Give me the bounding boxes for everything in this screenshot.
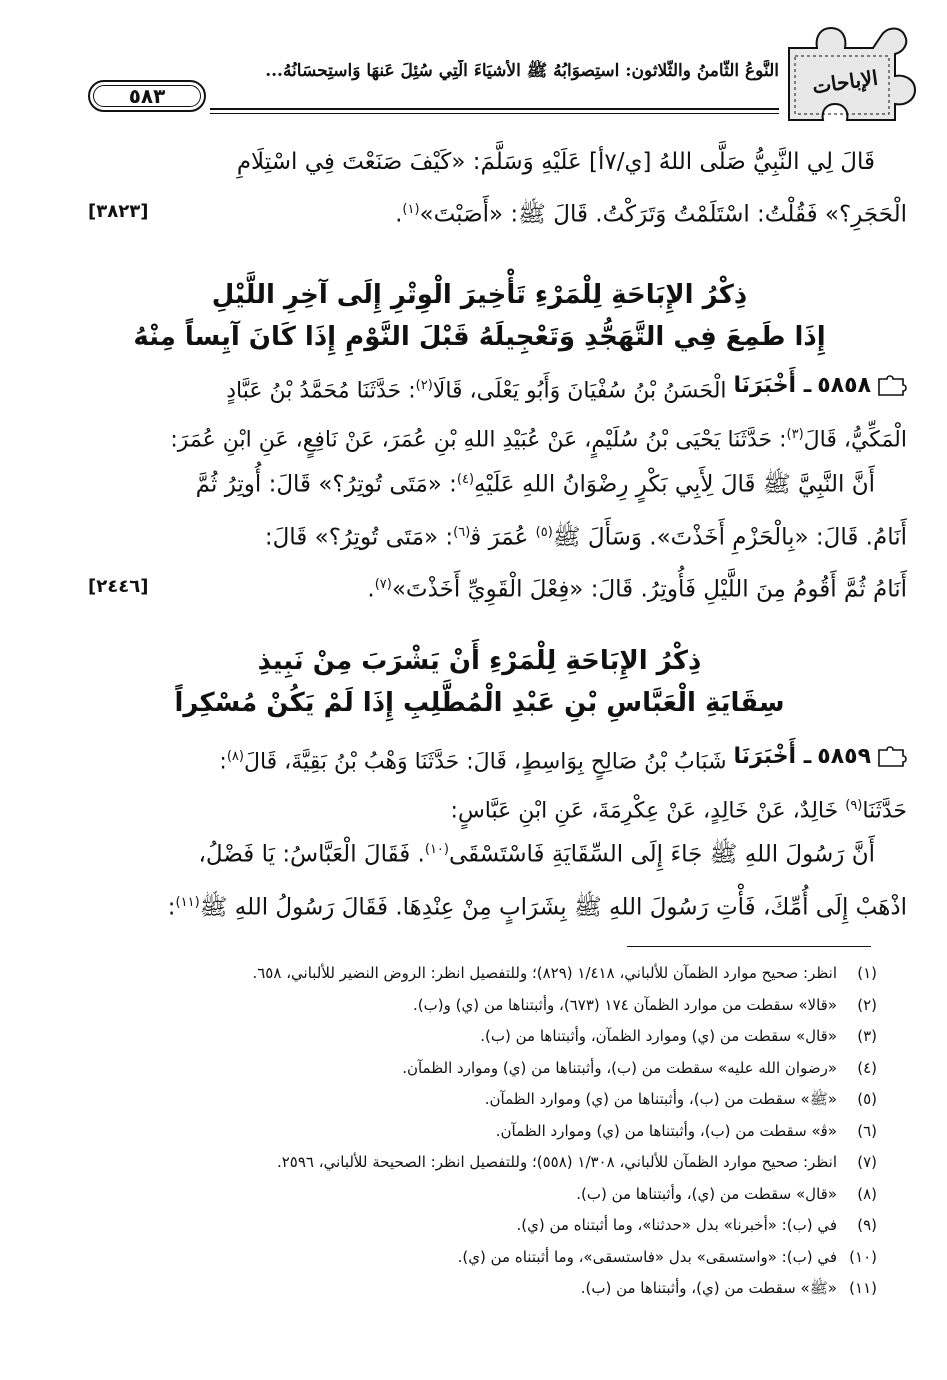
badge-label: الإباحات <box>810 65 880 99</box>
text-segment: : حَدَّثَنَا مُحَمَّدُ بْنُ عَبَّادٍ <box>226 378 416 404</box>
footnote-item <box>110 1242 877 1274</box>
matn-line <box>88 509 907 562</box>
text-segment: . <box>367 576 375 603</box>
header-rule-thin <box>210 113 779 114</box>
hadith-isnad <box>88 735 907 834</box>
running-title: النَّوعُ الثَّامنُ والثَّلاثون: استِصوَابُهُ ﷺ الأَشيَاءَ الَّتِي سُئِلَ عَنهَا وَاستِحسَانُهُ... <box>265 61 779 81</box>
footnote-marker[interactable]: (٨) <box>226 749 244 764</box>
footnote-text: «ﷺ» سقطت من (ب)، وأثبتناها من (ي) وموارد الظمآن. <box>484 1090 837 1108</box>
page-number-value: ٥٨٣ <box>128 84 166 108</box>
hadith-number-label <box>734 735 907 779</box>
footnotes-list <box>110 958 877 1305</box>
hadith-isnad <box>88 364 907 463</box>
footnote-item <box>110 1116 877 1148</box>
text-segment: . <box>395 201 403 228</box>
text-segment: : حَدَّثَنَا يَحْيَى بْنُ سُلَيْمٍ، عَنْ عُبَيْدِ اللهِ بْنِ عُمَرَ، عَنْ نَافِعٍ، عَنِ ابْنِ عُمَرَ: <box>170 427 787 453</box>
text-segment: الْحَسَنُ بْنُ سُفْيَانَ وَأَبُو يَعْلَى، قَالَا <box>432 378 727 404</box>
footnote-text: «ﭬ» سقطت من (ب)، وأثبتناها من (ي) وموارد الظمآن. <box>495 1121 837 1140</box>
text-line <box>88 186 907 239</box>
footnote-marker[interactable]: (٥) <box>535 524 553 540</box>
footnote-item <box>110 1147 877 1179</box>
hadith-number: ٥٨٥٨ <box>817 373 871 399</box>
text-line <box>88 138 907 186</box>
text-segment: خَالِدٌ، عَنْ خَالِدٍ، عَنْ عِكْرِمَةَ، عَنِ ابْنِ عَبَّاسٍ: <box>450 798 846 824</box>
text-segment: عُمَرَ ﭬ <box>470 524 536 551</box>
footnote-marker[interactable]: (١) <box>402 202 420 217</box>
footnote-item <box>110 1053 877 1085</box>
footnote-number: (١١) <box>849 1279 877 1297</box>
footnote-text: انظر: صحيح موارد الظمآن للألباني، ١/٣٠٨ (٥٥٨)؛ وللتفصيل انظر: الصحيحة للألباني، ٢٥٩٦. <box>276 1153 837 1171</box>
continuation-paragraph <box>88 138 907 239</box>
akhbarana-label: ـ أَخْبَرَنَا <box>733 744 812 770</box>
hadith-reference: [٣٨٢٣] <box>88 201 149 222</box>
hadith-number-label <box>734 364 907 408</box>
footnote-number: (٤) <box>857 1058 877 1077</box>
footnote-number: (٧) <box>857 1153 877 1171</box>
isnad-line <box>88 735 907 784</box>
chapter-heading-1 <box>88 274 871 358</box>
footnote-number: (٣) <box>857 1027 877 1045</box>
footnote-text: «قال» سقطت من (ي) وموارد الظمآن، وأثبتناها من (ب). <box>480 1027 837 1045</box>
footnote-marker[interactable]: (٤) <box>456 472 475 487</box>
footnote-marker[interactable]: (٩) <box>845 798 863 814</box>
footnote-item <box>110 958 877 990</box>
footnote-separator <box>627 946 871 947</box>
heading-line: إِذَا طَمِعَ فِي التَّهَجُّدِ وَتَعْجِيلَهُ قَبْلَ النَّوْمِ إِذَا كَانَ آيِساً مِنْهُ <box>133 322 826 352</box>
footnote-marker[interactable]: (٧) <box>374 577 392 593</box>
puzzle-piece-icon <box>877 746 907 768</box>
text-segment: : <box>219 749 227 775</box>
footnote-number: (١) <box>857 964 877 982</box>
isnad-line <box>88 364 907 413</box>
text-segment: أَنَّ النَّبِيَّ ﷺ قَالَ لِأَبِي بَكْرٍ رِضْوَانُ اللهِ عَلَيْهِ <box>474 471 875 498</box>
footnote-marker[interactable]: (٢) <box>415 378 433 393</box>
chapter-heading-2 <box>88 640 871 724</box>
text-segment: حَدَّثَنَا <box>862 798 907 824</box>
matn-line <box>88 879 907 932</box>
footnote-number: (٥) <box>857 1090 877 1108</box>
page-number <box>88 80 206 112</box>
footnote-marker[interactable]: (٦) <box>453 524 471 540</box>
text-segment: . فَقَالَ الْعَبَّاسُ: يَا فَضْلُ، <box>198 841 425 868</box>
footnote-text: «قالا» سقطت من موارد الظمآن ١٧٤ (٦٧٣)، وأثبتناها من (ي) و(ب). <box>413 995 837 1014</box>
text-segment: : <box>167 894 176 921</box>
footnote-marker[interactable]: (١٠) <box>424 842 449 857</box>
footnote-text: في (ب): «واستسقى» بدل «فاستسقى»، وما أثبتناه من (ي). <box>457 1247 837 1266</box>
matn-line <box>88 561 907 614</box>
footnote-item <box>110 1179 877 1211</box>
hadith-reference: [٢٤٤٦] <box>88 576 149 598</box>
text-segment: الْحَجَرِ؟» فَقُلْتُ: اسْتَلَمْتُ وَتَرَكْتُ. قَالَ ﷺ: «أَصَبْتَ» <box>419 201 907 228</box>
text-segment: شَبَابُ بْنُ صَالِحٍ بِوَاسِطٍ، قَالَ: حَدَّثَنَا وَهْبُ بْنُ بَقِيَّةَ، قَالَ <box>243 749 727 775</box>
footnote-text: «رضوان الله عليه» سقطت من (ب)، وأثبتناها من (ي) وموارد الظمآن. <box>402 1058 837 1077</box>
text-segment: أَنَامُ. قَالَ: «بِالْحَزْمِ أَخَذْتَ». وَسَأَلَ ﷺ <box>552 524 907 551</box>
footnote-text: انظر: صحيح موارد الظمآن للألباني، ١/٤١٨ (٨٢٩)؛ وللتفصيل انظر: الروض النضير للألباني، ٦٥٨. <box>252 964 837 982</box>
heading-line: ذِكْرُ الإِبَاحَةِ لِلْمَرْءِ تَأْخِيرَ الْوِتْرِ إِلَى آخِرِ اللَّيْلِ <box>211 280 748 310</box>
text-segment: أَنَامُ ثُمَّ أَقُومُ مِنَ اللَّيْلِ فَأُوتِرُ. قَالَ: «فِعْلَ الْقَوِيِّ أَخَذْتَ» <box>391 576 907 603</box>
page-header <box>88 18 927 128</box>
hadith-matn <box>88 826 907 931</box>
text-segment: : «مَتَى تُوتِرُ؟» قَالَ: أُوتِرُ ثُمَّ <box>195 471 457 498</box>
footnote-text: في (ب): «أخبرنا» بدل «حدثنا»، وما أثبتناه من (ي). <box>516 1216 837 1234</box>
matn-line <box>88 826 907 879</box>
footnote-item <box>110 1273 877 1305</box>
footnote-number: (٨) <box>857 1184 877 1203</box>
footnote-item <box>110 1084 877 1116</box>
hadith-number: ٥٨٥٩ <box>817 744 871 770</box>
hadith-matn <box>88 456 907 614</box>
text-segment: اذْهَبْ إِلَى أُمِّكَ، فَأْتِ رَسُولَ اللهِ ﷺ بِشَرَابٍ مِنْ عِنْدِهَا. فَقَالَ رَسُولُ اللهِ ﷺ <box>199 894 907 921</box>
text-segment: الْمَكِّيُّ، قَالَ <box>803 427 907 453</box>
heading-line: ذِكْرُ الإِبَاحَةِ لِلْمَرْءِ أَنْ يَشْرَبَ مِنْ نَبِيذِ <box>257 646 702 676</box>
footnote-number: (٦) <box>857 1121 877 1140</box>
footnote-text: «ﷺ» سقطت من (ي)، وأثبتناها من (ب). <box>580 1279 837 1297</box>
akhbarana-label: ـ أَخْبَرَنَا <box>733 373 812 399</box>
matn-line <box>88 456 907 509</box>
footnote-item <box>110 1021 877 1053</box>
puzzle-piece-icon <box>877 375 907 397</box>
footnote-number: (٢) <box>857 995 877 1014</box>
section-badge <box>777 18 927 126</box>
text-segment: قَالَ لِي النَّبِيُّ صَلَّى اللهُ [ي/٧أ] عَلَيْهِ وَسَلَّمَ: «كَيْفَ صَنَعْتَ فِي اسْتِلَامِ <box>236 149 875 175</box>
heading-line: سِقَايَةِ الْعَبَّاسِ بْنِ عَبْدِ الْمُطَّلِبِ إِذَا لَمْ يَكُنْ مُسْكِراً <box>174 688 785 718</box>
footnote-item <box>110 990 877 1022</box>
footnote-marker[interactable]: (١١) <box>175 894 200 910</box>
text-segment: أَنَّ رَسُولَ اللهِ ﷺ جَاءَ إِلَى السِّقَايَةِ فَاسْتَسْقَى <box>449 841 875 868</box>
text-segment: : «مَتَى تُوتِرُ؟» قَالَ: <box>264 524 454 551</box>
footnote-number: (٩) <box>857 1216 877 1234</box>
footnote-text: «قال» سقطت من (ي)، وأثبتناها من (ب). <box>576 1184 837 1203</box>
footnote-item <box>110 1210 877 1242</box>
footnote-marker[interactable]: (٣) <box>786 427 804 443</box>
header-rule <box>210 108 779 110</box>
footnote-number: (١٠) <box>849 1247 877 1266</box>
